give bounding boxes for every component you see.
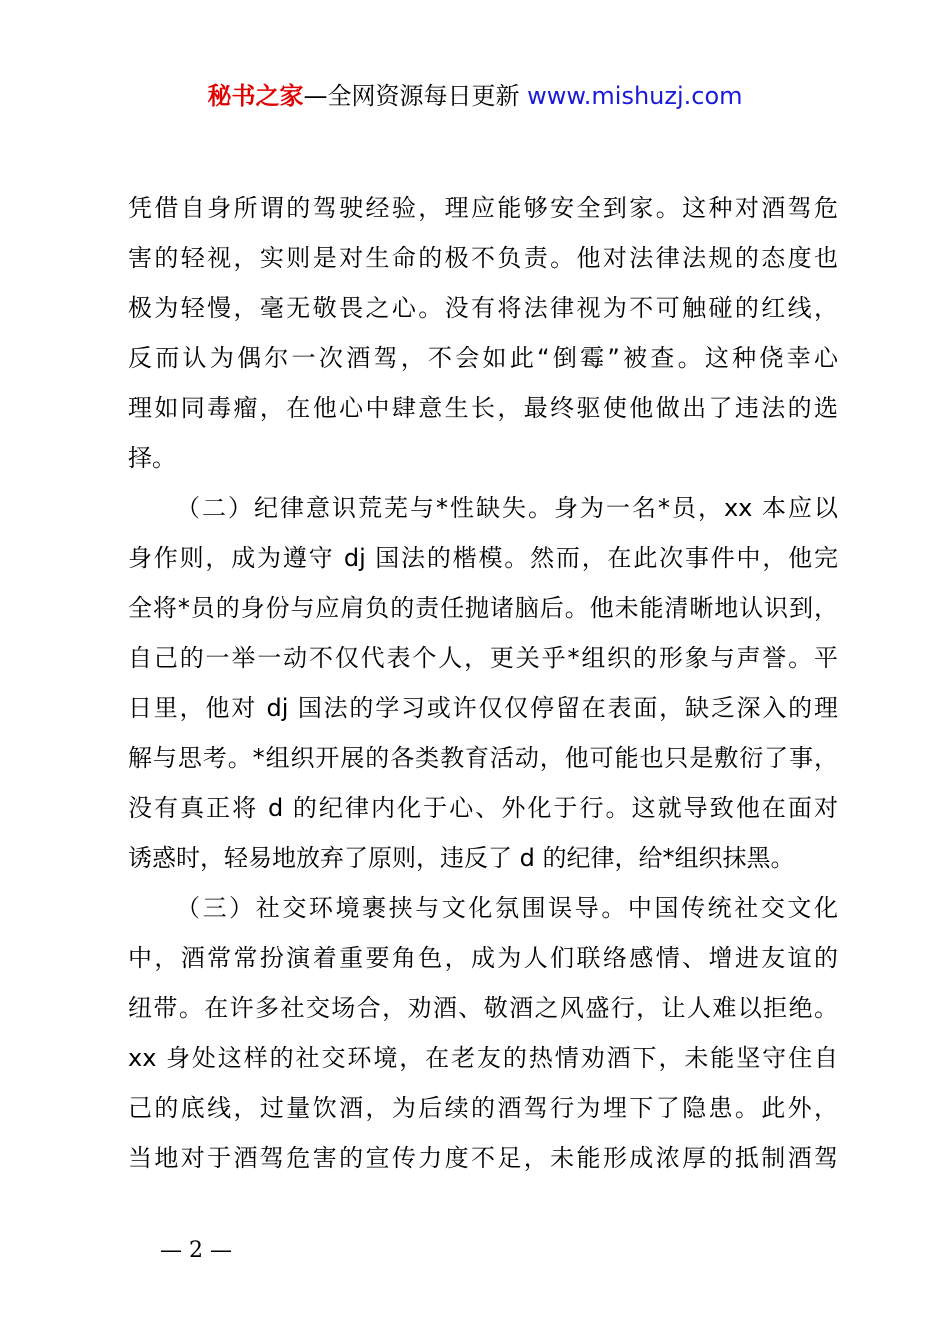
text-line: 当地对于酒驾危害的宣传力度不足，未能形成浓厚的抵制酒驾 — [128, 1144, 838, 1172]
text-line: xx 身处这样的社交环境，在老友的热情劝酒下，未能坚守住自 — [128, 1044, 838, 1072]
site-url-link[interactable]: www.mishuzj.com — [527, 82, 743, 110]
text-line: 自己的一举一动不仅代表个人，更关乎*组织的形象与声誉。平 — [128, 644, 838, 672]
text-line: 诱惑时，轻易地放弃了原则，违反了 d 的纪律，给*组织抹黑。 — [128, 844, 795, 872]
page-number: — 2 — — [160, 1238, 232, 1263]
site-slogan: —全网资源每日更新 — [303, 82, 528, 110]
text-line: 择。 — [128, 444, 176, 472]
section-heading-3: （三）社交环境裹挟与文化氛围误导。中国传统社交文化 — [176, 894, 838, 922]
site-brand: 秘书之家 — [207, 82, 304, 110]
text-line: 极为轻慢，毫无敬畏之心。没有将法律视为不可触碰的红线， — [128, 294, 838, 322]
text-line: 反而认为偶尔一次酒驾，不会如此“倒霉”被查。这种侥幸心 — [128, 344, 838, 372]
text-line: 凭借自身所谓的驾驶经验，理应能够安全到家。这种对酒驾危 — [128, 194, 838, 222]
text-line: 日里，他对 dj 国法的学习或许仅仅停留在表面，缺乏深入的理 — [128, 694, 838, 722]
text-line: 己的底线，过量饮酒，为后续的酒驾行为埋下了隐患。此外， — [128, 1094, 838, 1122]
text-line: 解与思考。*组织开展的各类教育活动，他可能也只是敷衍了事， — [128, 744, 838, 772]
text-line: 理如同毒瘤，在他心中肆意生长，最终驱使他做出了违法的选 — [128, 394, 838, 422]
section-heading-2: （二）纪律意识荒芜与*性缺失。身为一名*员，xx 本应以 — [176, 494, 838, 522]
text-line: 中，酒常常扮演着重要角色，成为人们联络感情、增进友谊的 — [128, 944, 838, 972]
text-line: 纽带。在许多社交场合，劝酒、敬酒之风盛行，让人难以拒绝。 — [128, 994, 838, 1022]
text-line: 害的轻视，实则是对生命的极不负责。他对法律法规的态度也 — [128, 244, 838, 272]
document-body — [128, 183, 838, 1183]
text-line: 没有真正将 d 的纪律内化于心、外化于行。这就导致他在面对 — [128, 794, 838, 822]
text-line: 全将*员的身份与应肩负的责任抛诸脑后。他未能清晰地认识到， — [128, 594, 838, 622]
site-header — [0, 80, 950, 112]
text-line: 身作则，成为遵守 dj 国法的楷模。然而，在此次事件中，他完 — [128, 544, 838, 572]
